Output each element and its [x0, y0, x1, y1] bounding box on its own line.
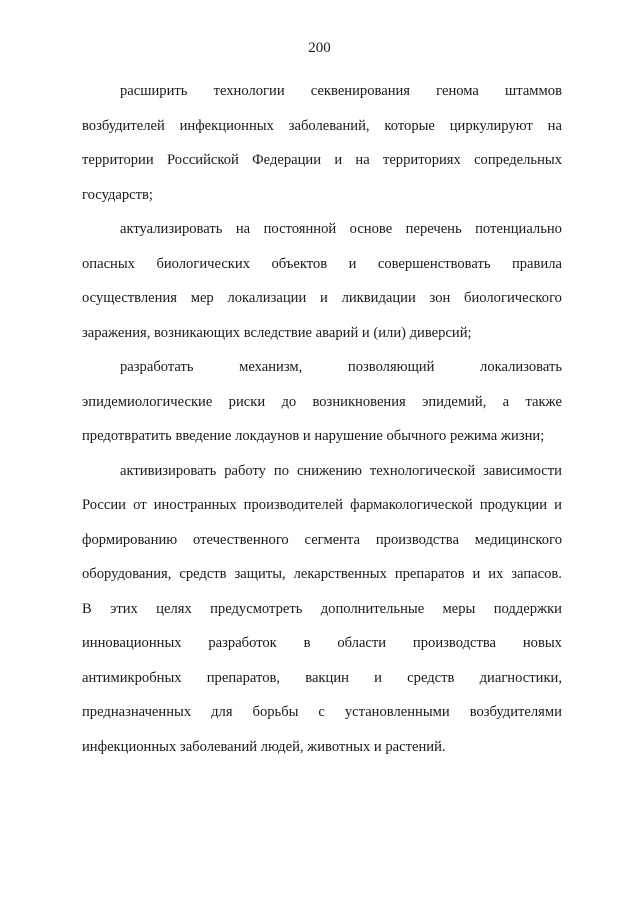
text-line	[82, 109, 562, 144]
word: предусмотреть	[210, 600, 303, 617]
word: опасных	[82, 255, 135, 272]
word: средств	[407, 669, 455, 686]
word: возникновения	[312, 393, 406, 410]
word: сопредельных	[474, 152, 562, 168]
word: на	[547, 117, 562, 134]
word: генома	[436, 83, 479, 99]
word: которые	[384, 117, 435, 134]
word: технологической	[369, 462, 476, 479]
word: актуализировать	[120, 221, 223, 237]
text-line	[82, 557, 562, 592]
word: основе	[349, 221, 393, 237]
word: запасов.	[511, 566, 562, 582]
word: и	[320, 290, 328, 306]
word: лекарственных	[293, 566, 387, 582]
word: средств	[179, 566, 227, 582]
word: диагностики,	[479, 669, 562, 686]
word: и	[554, 497, 562, 513]
word: продукции	[479, 497, 548, 513]
word: территории	[82, 152, 154, 168]
word: потенциально	[475, 221, 562, 237]
page-number: 200	[308, 40, 331, 56]
word: производства	[412, 635, 497, 651]
text-line: государств;	[82, 186, 153, 203]
word: эпидемиологические	[82, 393, 213, 410]
word: и	[348, 255, 357, 272]
word: активизировать	[120, 462, 217, 479]
word: их	[488, 566, 504, 582]
word: циркулируют	[449, 117, 533, 134]
word: и	[334, 152, 343, 168]
text-line	[82, 592, 562, 627]
document-body	[82, 74, 562, 764]
word: объектов	[271, 255, 328, 272]
word: инновационных	[82, 635, 182, 651]
word: области	[337, 635, 387, 651]
word: России	[82, 497, 126, 513]
word: зависимости	[483, 462, 562, 479]
word: разработок	[208, 635, 277, 651]
text-line	[82, 454, 562, 489]
word: от	[133, 497, 147, 513]
word: производства	[375, 531, 459, 548]
word: установленными	[344, 704, 450, 720]
word: антимикробных	[82, 669, 182, 686]
word: снижению	[296, 462, 362, 479]
word: отечественного	[192, 531, 289, 548]
word: возбудителей	[82, 117, 165, 134]
text-line	[82, 350, 562, 385]
word: в	[303, 635, 311, 651]
word: сегмента	[304, 531, 361, 548]
word: технологии	[213, 83, 285, 99]
word: расширить	[120, 83, 188, 99]
text-line	[82, 488, 562, 523]
word: формированию	[82, 531, 178, 548]
word: борьбы	[252, 704, 299, 720]
word: фармакологической	[350, 497, 473, 513]
word: В	[82, 600, 92, 617]
word: медицинского	[474, 531, 562, 548]
word: зон	[429, 290, 451, 306]
word: по	[273, 462, 290, 479]
text-line: заражения, возникающих вследствие аварий и (или) диверсий;	[82, 324, 472, 341]
word: иностранных	[153, 497, 237, 513]
text-line: инфекционных заболеваний людей, животных и растений.	[82, 738, 446, 755]
word: новых	[522, 635, 562, 651]
text-line	[82, 385, 562, 420]
text-line	[82, 695, 562, 730]
word: дополнительные	[320, 600, 425, 617]
word: для	[211, 704, 233, 720]
word: и	[472, 566, 481, 582]
text-line: предотвратить введение локдаунов и нарушение обычного режима жизни;	[82, 428, 545, 444]
text-line	[82, 74, 562, 109]
word: перечень	[405, 221, 462, 237]
word: разработать	[120, 359, 194, 375]
word: осуществления	[82, 290, 177, 306]
word: эпидемий,	[422, 393, 487, 410]
word: инфекционных	[179, 117, 274, 134]
word: мер	[190, 290, 214, 306]
text-line	[82, 143, 562, 178]
word: территориях	[382, 152, 461, 168]
word: оборудования,	[82, 566, 172, 582]
word: целях	[156, 600, 192, 617]
word: защиты,	[234, 566, 286, 582]
text-line	[82, 281, 562, 316]
word: локализации	[227, 290, 307, 306]
word: меры	[442, 600, 476, 617]
word: Российской	[166, 152, 239, 168]
word: ликвидации	[341, 290, 416, 306]
word: препаратов	[394, 566, 465, 582]
word: совершенствовать	[377, 255, 491, 272]
word: заболеваний,	[288, 117, 370, 134]
word: а	[502, 393, 510, 410]
word: с	[318, 704, 325, 720]
text-line	[82, 661, 562, 696]
word: биологических	[156, 255, 251, 272]
word: риски	[228, 393, 266, 410]
word: на	[235, 221, 251, 237]
word: секвенирования	[310, 83, 411, 99]
word: поддержки	[493, 600, 562, 617]
word: локализовать	[480, 359, 562, 375]
word: предназначенных	[82, 704, 192, 720]
word: правила	[511, 255, 562, 272]
word: возбудителями	[469, 704, 562, 720]
text-line	[82, 626, 562, 661]
word: постоянной	[263, 221, 337, 237]
word: механизм,	[239, 359, 303, 375]
word: работу	[224, 462, 266, 479]
text-line	[82, 523, 562, 558]
word: также	[525, 393, 562, 410]
word: биологического	[464, 290, 562, 306]
word: препаратов,	[206, 669, 281, 686]
word: и	[374, 669, 382, 686]
text-line	[82, 212, 562, 247]
word: позволяющий	[347, 359, 435, 375]
word: этих	[110, 600, 138, 617]
word: Федерации	[252, 152, 322, 168]
word: до	[281, 393, 297, 410]
word: на	[355, 152, 370, 168]
word: штаммов	[505, 83, 562, 99]
word: производителей	[243, 497, 343, 513]
text-line	[82, 247, 562, 282]
word: вакцин	[305, 669, 349, 686]
